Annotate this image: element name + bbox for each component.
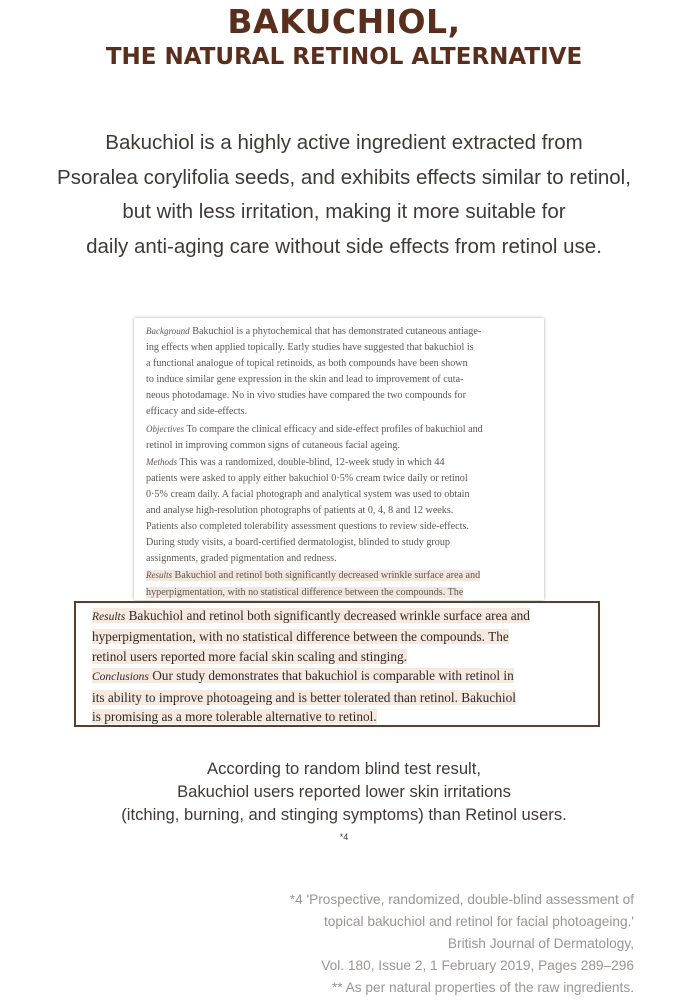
intro-line: but with less irritation, making it more suitable for	[122, 200, 566, 223]
intro-paragraph	[20, 126, 668, 264]
abstract-line: ing effects when applied topically. Early studies have suggested that bakuchiol is	[146, 342, 474, 354]
test-result-statement	[0, 757, 688, 852]
background-label: Background	[146, 326, 190, 336]
objectives-label: Objectives	[146, 423, 184, 434]
methods-label: Methods	[146, 456, 177, 467]
result-line: Bakuchiol users reported lower skin irritations	[177, 782, 511, 801]
zoom-line: Bakuchiol and retinol both significantly decreased wrinkle surface area and	[128, 608, 530, 623]
reference-line: Vol. 180, Issue 2, 1 February 2019, Pages 289–296	[321, 958, 634, 973]
references	[34, 889, 634, 999]
abstract-line: Bakuchiol is a phytochemical that has demonstrated cutaneous antiage-	[192, 326, 482, 337]
zoom-results-label: Results	[92, 611, 126, 623]
abstract-line: Bakuchiol and retinol both significantly decreased wrinkle surface area and	[174, 570, 481, 582]
intro-line: Psoralea corylifolia seeds, and exhibits effects similar to retinol,	[57, 165, 631, 189]
zoomed-results-box	[74, 601, 600, 727]
abstract-line: assignments, graded pigmentation and redness.	[146, 553, 337, 565]
abstract-line: efficacy and side-effects.	[146, 406, 248, 418]
abstract-line: patients were asked to apply either bakuchiol 0·5% cream twice daily or retinol	[146, 472, 468, 484]
abstract-line: During study visits, a board-certified dermatologist, blinded to study group	[146, 537, 450, 549]
zoom-line: retinol users reported more facial skin scaling and stinging.	[92, 648, 407, 664]
abstract-line: a functional analogue of topical retinoids, as both compounds have been shown	[146, 358, 468, 370]
abstract-line: and analyse high-resolution photographs of patients at 0, 4, 8 and 12 weeks.	[146, 505, 454, 517]
zoom-conclusions-label: Conclusions	[92, 671, 149, 684]
zoom-line: hyperpigmentation, with no statistical difference between the compounds. The	[92, 629, 509, 645]
abstract-line: This was a randomized, double-blind, 12-week study in which 44	[179, 456, 445, 468]
page-subtitle: THE NATURAL RETINOL ALTERNATIVE	[105, 44, 583, 70]
abstract-line: retinol in improving common signs of cutaneous facial ageing.	[146, 439, 400, 451]
abstract-line: To compare the clinical efficacy and side-effect profiles of bakuchiol and	[186, 423, 483, 435]
reference-line: British Journal of Dermatology,	[447, 936, 634, 951]
page-title: BAKUCHIOL,	[227, 2, 461, 41]
intro-line: daily anti-aging care without side effects from retinol use.	[86, 234, 602, 258]
abstract-line: Patients also completed tolerability assessment questions to review side-effects.	[146, 521, 469, 533]
reference-line: *4 'Prospective, randomized, double-blind assessment of	[289, 892, 634, 907]
zoom-line: is promising as a more tolerable alternative to retinol.	[92, 709, 377, 725]
zoom-line: Our study demonstrates that bakuchiol is comparable with retinol in	[152, 668, 514, 684]
abstract-line: hyperpigmentation, with no statistical difference between the compounds. The	[146, 586, 464, 598]
abstract-line: to induce similar gene expression in the skin and lead to improvement of cuta-	[146, 374, 464, 386]
abstract-line: 0·5% cream daily. A facial photograph and analytical system was used to obtain	[146, 488, 470, 500]
results-label: Results	[146, 570, 172, 581]
zoom-line: its ability to improve photoageing and is better tolerated than retinol. Bakuchiol	[92, 689, 516, 705]
abstract-line: neous photodamage. No in vivo studies have compared the two compounds for	[146, 390, 466, 402]
intro-line: Bakuchiol is a highly active ingredient extracted from	[105, 131, 583, 154]
result-line: (itching, burning, and stinging symptoms) than Retinol users.	[121, 805, 567, 824]
reference-line: ** As per natural properties of the raw ingredients.	[331, 980, 634, 995]
reference-line: topical bakuchiol and retinol for facial photoageing.'	[323, 914, 634, 929]
abstract-excerpt	[134, 318, 544, 600]
footnote-marker: *4	[339, 832, 349, 842]
result-line: According to random blind test result,	[207, 759, 481, 778]
